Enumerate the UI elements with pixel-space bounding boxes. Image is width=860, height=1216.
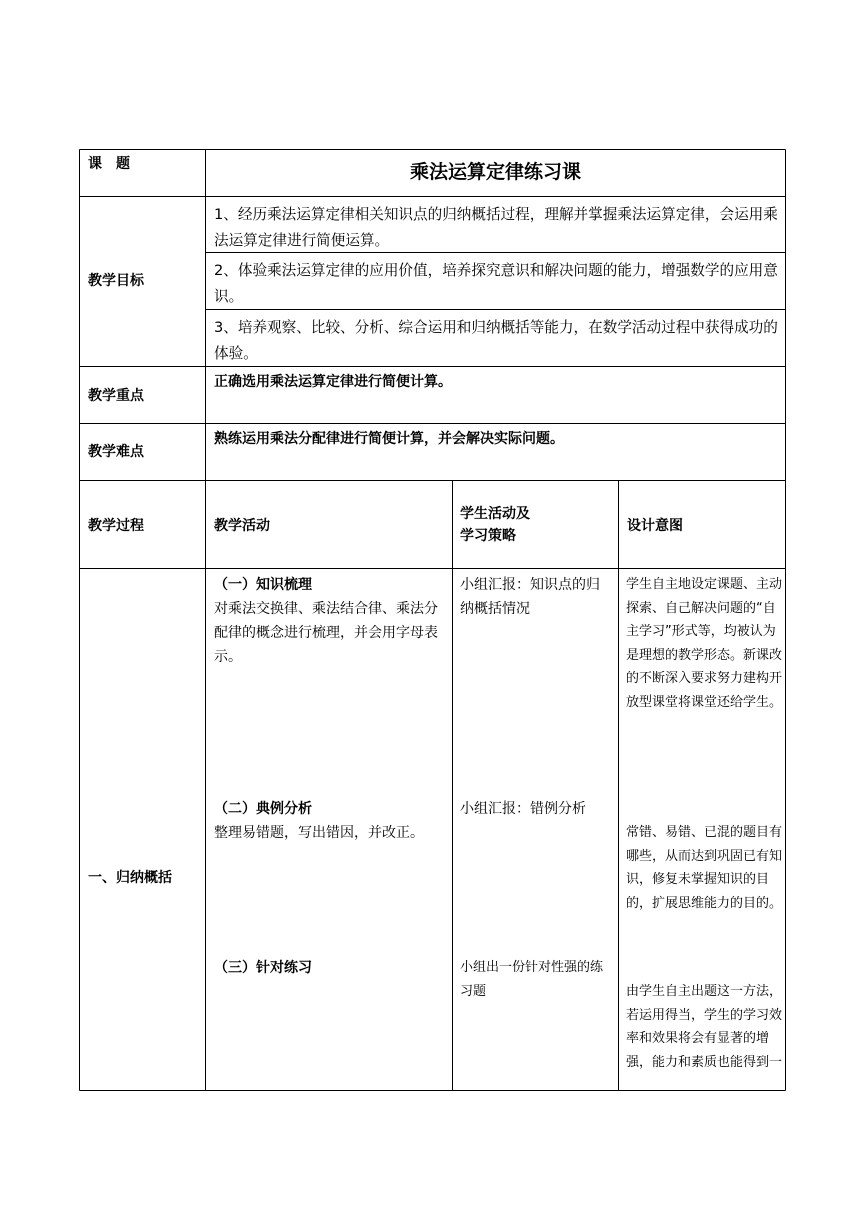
key-points-label: 教学重点 — [88, 388, 144, 404]
stage-label: 一、归纳概括 — [88, 870, 172, 886]
objective-item-2: 2、体验乘法运算定律的应用价值，培养探究意识和解决问题的能力，增强数学的应用意识。 — [214, 262, 778, 305]
objective-item-3: 3、培养观察、比较、分析、综合运用和归纳概括等能力，在数学活动过程中获得成功的体验。 — [214, 319, 778, 362]
col-header-activity: 教学活动 — [214, 518, 270, 534]
difficulties-label: 教学难点 — [88, 444, 144, 460]
col-header-design: 设计意图 — [627, 518, 683, 534]
section-2-body: 整理易错题，写出错因，并改正。 — [214, 825, 424, 841]
section-1-body: 对乘法交换律、乘法结合律、乘法分配律的概念进行梳理，并会用字母表示。 — [214, 601, 438, 665]
section-1-student: 小组汇报：知识点的归纳概括情况 — [460, 577, 600, 617]
objective-item-1: 1、经历乘法运算定律相关知识点的归纳概括过程，理解并掌握乘法运算定律，会运用乘法运算定律进行简便运算。 — [214, 206, 778, 249]
col-header-student-line2: 学习策略 — [460, 528, 516, 544]
section-2-student: 小组汇报：错例分析 — [460, 801, 586, 817]
section-1-heading: （一）知识梳理 — [214, 577, 312, 593]
lesson-title: 乘法运算定律练习课 — [409, 161, 581, 183]
section-3-heading: （三）针对练习 — [214, 960, 312, 976]
objectives-label: 教学目标 — [88, 273, 144, 289]
key-points-text: 正确选用乘法运算定律进行简便计算。 — [214, 374, 452, 390]
section-3-student: 小组出一份针对性强的练习题 — [460, 960, 604, 999]
topic-label: 课 题 — [88, 156, 130, 172]
section-2-design: 常错、易错、已混的题目有哪些，从而达到巩固已有知识，修复未掌握知识的目的，扩展思维能力的目的。 — [626, 825, 783, 911]
section-1-design: 学生自主地设定课题、主动探索、自己解决问题的“自主学习”形式等，均被认为是理想的教学形态。新课改的不断深入要求努力建构开放型课堂将课堂还给学生。 — [626, 577, 783, 710]
section-3-design: 由学生自主出题这一方法，若运用得当，学生的学习效率和效果将会有显著的增强，能力和素质也能得到一 — [626, 984, 782, 1070]
section-2-heading: （二）典例分析 — [214, 801, 312, 817]
col-header-student — [460, 503, 610, 547]
col-header-student-line1: 学生活动及 — [460, 506, 530, 522]
process-label: 教学过程 — [88, 518, 144, 534]
difficulties-text: 熟练运用乘法分配律进行简便计算，并会解决实际问题。 — [214, 431, 564, 447]
